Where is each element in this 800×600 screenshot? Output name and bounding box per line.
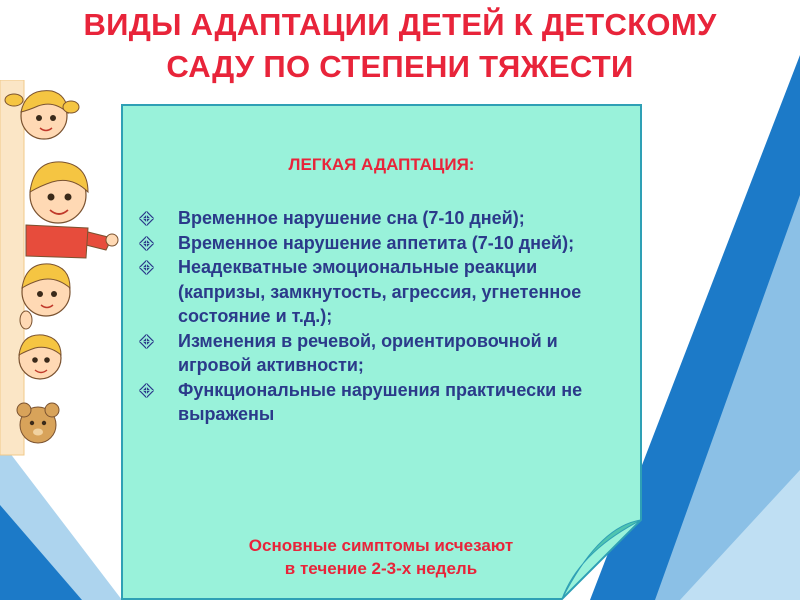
card-footer-note bbox=[181, 534, 581, 580]
ornament-diamond-icon bbox=[139, 334, 154, 349]
ornament-diamond-icon bbox=[139, 211, 154, 226]
slide-title-line-2: САДУ ПО СТЕПЕНИ ТЯЖЕСТИ bbox=[166, 49, 634, 84]
footer-line-2: в течение 2-3-х недель bbox=[284, 559, 478, 578]
list-item-text: Временное нарушение аппетита (7-10 дней); bbox=[178, 232, 575, 253]
card-heading: ЛЕГКАЯ АДАПТАЦИЯ: bbox=[288, 155, 475, 174]
list-item bbox=[139, 206, 629, 231]
children-peeking-illustration bbox=[0, 80, 120, 460]
list-item bbox=[139, 231, 629, 256]
slide-title-line-1: ВИДЫ АДАПТАЦИИ ДЕТЕЙ К ДЕТСКОМУ bbox=[83, 7, 717, 42]
child-2 bbox=[26, 162, 118, 258]
slide-title bbox=[0, 4, 800, 88]
child-4 bbox=[19, 335, 61, 379]
ornament-diamond-icon bbox=[139, 383, 154, 398]
footer-line-1: Основные симптомы исчезают bbox=[248, 536, 514, 555]
list-item bbox=[139, 255, 629, 329]
list-item-text: Временное нарушение сна (7-10 дней); bbox=[178, 208, 525, 228]
symptom-list bbox=[139, 206, 629, 427]
ornament-diamond-icon bbox=[139, 236, 154, 251]
content-card bbox=[121, 104, 642, 600]
list-item-text: Функциональные нарушения практически не выражены bbox=[178, 379, 583, 424]
list-item bbox=[139, 378, 629, 427]
list-item bbox=[139, 329, 629, 378]
child-3 bbox=[20, 264, 70, 329]
list-item-text: Изменения в речевой, ориентировочной и игровой активности; bbox=[178, 330, 558, 375]
list-item-text: Неадекватные эмоциональные реакции (капризы, замкнутость, агрессия, угнетенное состояние и т.д.); bbox=[178, 257, 582, 326]
ornament-diamond-icon bbox=[139, 260, 154, 275]
